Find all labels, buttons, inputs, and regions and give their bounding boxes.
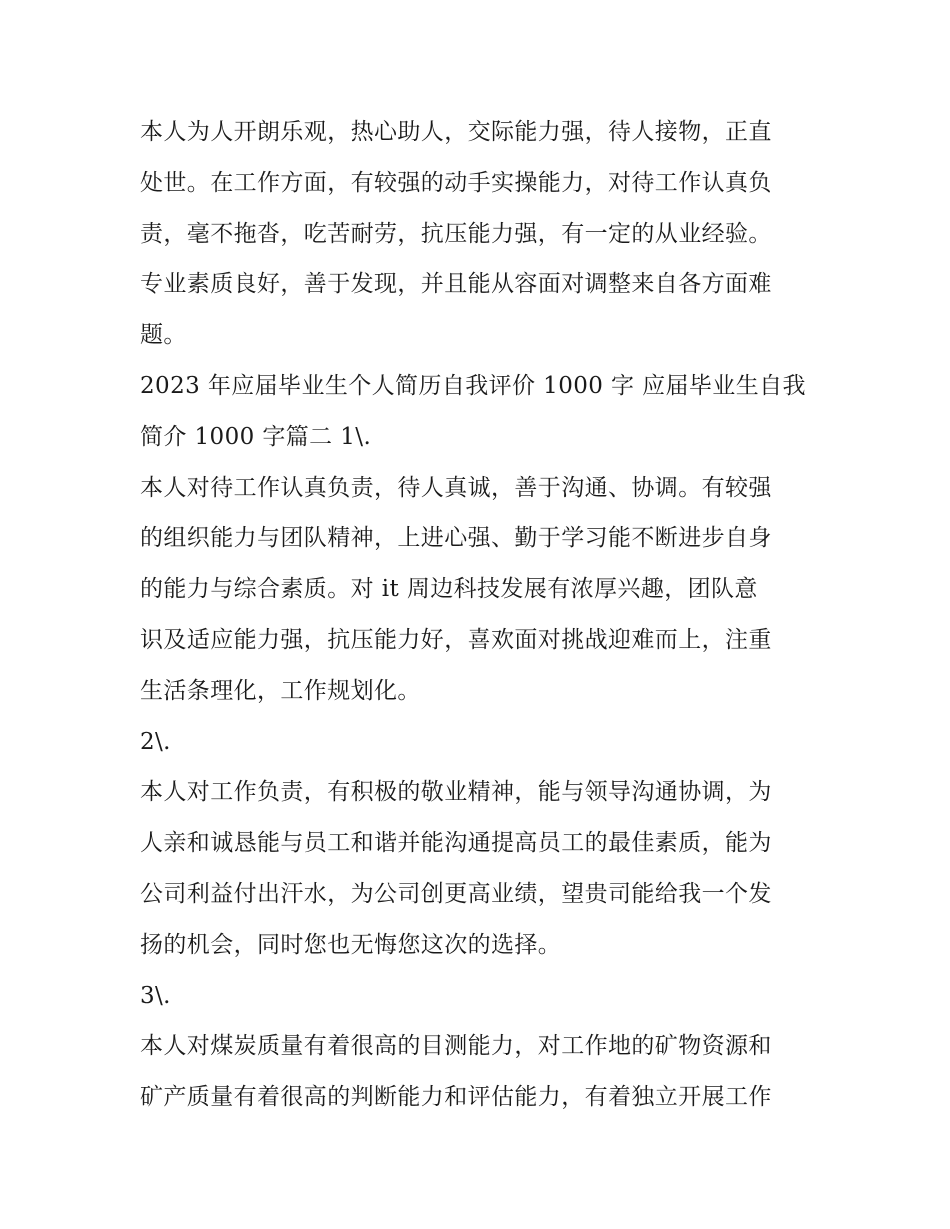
heading-line: 简介 1000 字篇二 1\. [140,423,372,450]
document-body [140,107,820,1123]
text-line: 识及适应能力强，抗压能力好，喜欢面对挑战迎难而上，注重 [140,626,772,653]
text-line: 矿产质量有着很高的判断能力和评估能力，有着独立开展工作 [140,1084,772,1111]
text-line: 责，毫不拖沓，吃苦耐劳，抗压能力强，有一定的从业经验。 [140,220,772,247]
text-line: 本人为人开朗乐观，热心助人，交际能力强，待人接物，正直 [140,119,772,145]
text-line: 的能力与综合素质。对 it 周边科技发展有浓厚兴趣，团队意 [140,576,758,603]
text-line: 扬的机会，同时您也无悔您这次的选择。 [140,931,562,958]
text-line: 人亲和诚恳能与员工和谐并能沟通提高员工的最佳素质，能为 [140,830,772,857]
text-line: 生活条理化，工作规划化。 [140,677,421,704]
text-line: 题。 [140,322,187,349]
text-line: 处世。在工作方面，有较强的动手实操能力，对待工作认真负 [140,169,772,196]
text-line: 本人对煤炭质量有着很高的目测能力，对工作地的矿物资源和 [140,1033,772,1060]
item-number: 3\. [140,982,171,1009]
text-line: 本人对待工作认真负责，待人真诚，善于沟通、协调。有较强 [140,474,772,501]
item-number: 2\. [140,728,171,755]
text-line: 专业素质良好，善于发现，并且能从容面对调整来自各方面难 [140,271,772,298]
text-line: 的组织能力与团队精神，上进心强、勤于学习能不断进步自身 [140,525,772,552]
heading-line: 2023 年应届毕业生个人简历自我评价 1000 字 应届毕业生自我 [140,372,806,399]
text-line: 本人对工作负责，有积极的敬业精神，能与领导沟通协调，为 [140,779,772,806]
text-line: 公司利益付出汗水，为公司创更高业绩，望贵司能给我一个发 [140,880,772,907]
